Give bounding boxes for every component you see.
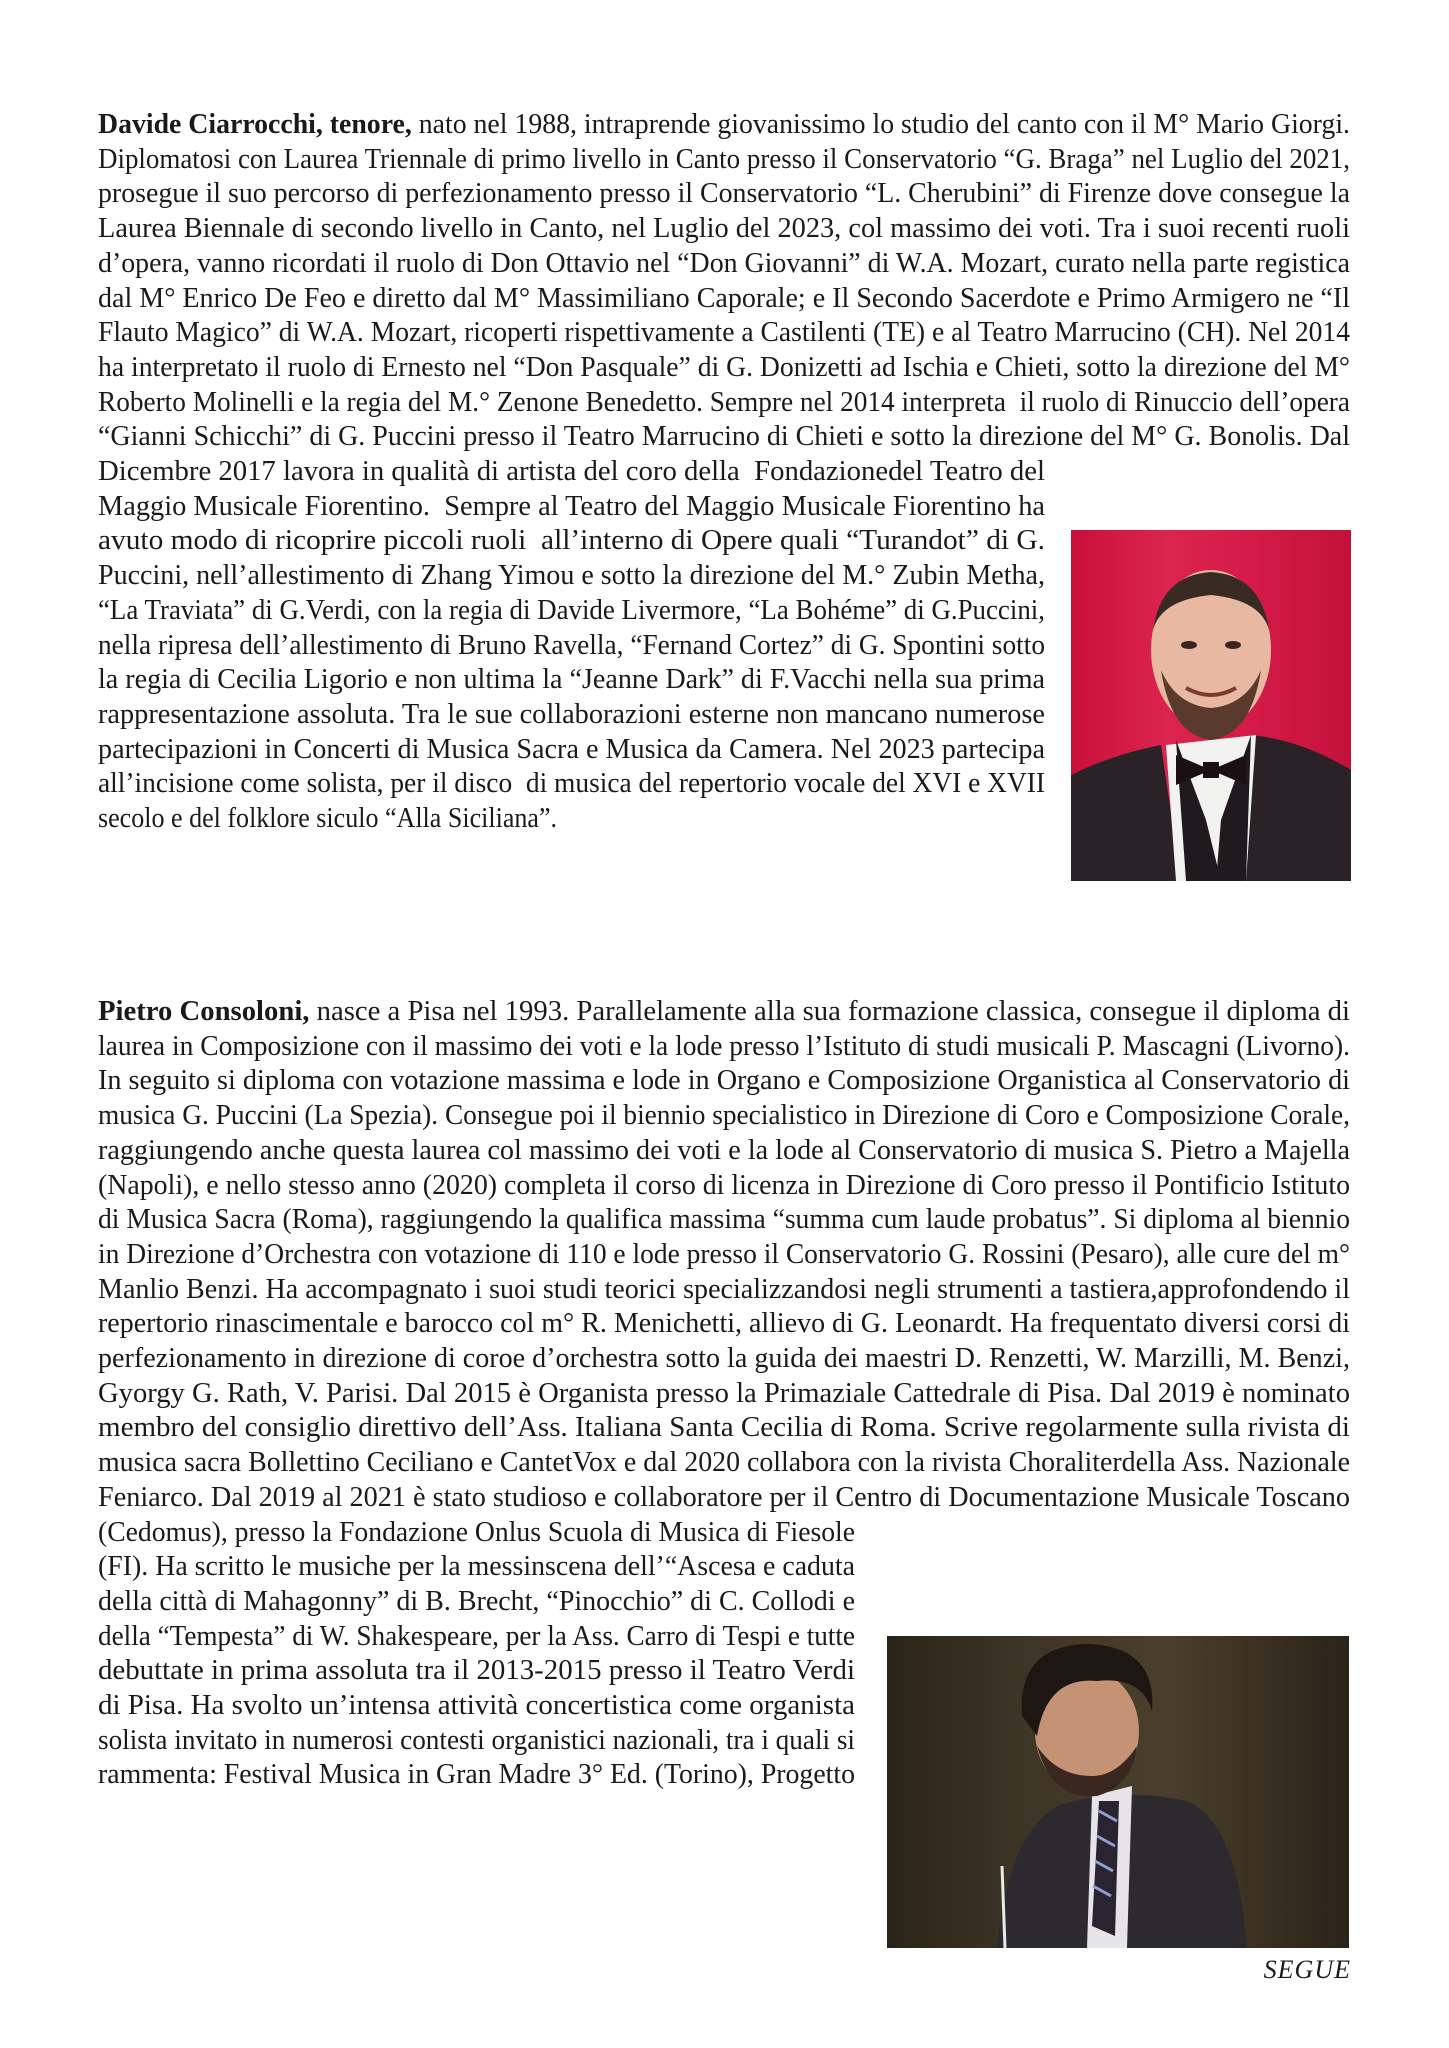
text-line: rammenta: Festival Musica in Gran Madre 3° Ed. (Torino), Progetto xyxy=(98,1759,855,1791)
text-line: di Musica Sacra (Roma), raggiungendo la qualifica massima “summa cum laude probatus”. Si diploma al biennio xyxy=(98,1204,1350,1236)
text-line: perfezionamento in direzione di coroe d’orchestra sotto la guida dei maestri D. Renzetti, W. Marzilli, M. Benzi, xyxy=(98,1343,1350,1374)
text-line: In seguito si diploma con votazione massima e lode in Organo e Composizione Organistica al Conservatorio di xyxy=(98,1065,1350,1097)
text-line: rappresentazione assoluta. Tra le sue collaborazioni esterne non mancano numerose xyxy=(98,698,1045,730)
text-line: (FI). Ha scritto le musiche per la messinscena dell’“Ascesa e caduta xyxy=(98,1551,855,1583)
text-line: Feniarco. Dal 2019 al 2021 è stato studioso e collaboratore per il Centro di Documentazione Musicale Toscano xyxy=(98,1481,1350,1513)
text-line: Pietro Consoloni, nasce a Pisa nel 1993. Parallelamente alla sua formazione classica, consegue il diploma di xyxy=(98,996,1350,1027)
text-line: solista invitato in numerosi contesti organistici nazionali, tra i quali si xyxy=(98,1724,855,1756)
text-line: dal M° Enrico De Feo e diretto dal M° Massimiliano Caporale; e Il Secondo Sacerdote e Primo Armigero ne “Il xyxy=(98,282,1350,314)
text-line: “Gianni Schicchi” di G. Puccini presso il Teatro Marrucino di Chieti e sotto la direzione del M° G. Bonolis. Dal xyxy=(98,421,1350,453)
text-line: d’opera, vanno ricordati il ruolo di Don Ottavio nel “Don Giovanni” di W.A. Mozart, curato nella parte registica xyxy=(98,247,1350,279)
text-line: nella ripresa dell’allestimento di Bruno Ravella, “Fernand Cortez” di G. Spontini sotto xyxy=(98,629,1045,661)
text-line: Manlio Benzi. Ha accompagnato i suoi studi teorici specializzandosi negli strumenti a tastiera,approfondendo il xyxy=(98,1273,1350,1305)
person-name: Davide Ciarrocchi, tenore, xyxy=(98,109,412,140)
text-line: Maggio Musicale Fiorentino. Sempre al Teatro del Maggio Musicale Fiorentino ha xyxy=(98,490,1045,522)
text-line: prosegue il suo percorso di perfezionamento presso il Conservatorio “L. Cherubini” di Firenze dove consegue la xyxy=(98,178,1350,210)
text-line: “La Traviata” di G.Verdi, con la regia di Davide Livermore, “La Bohéme” di G.Puccini, xyxy=(98,594,1045,626)
text-line: repertorio rinascimentale e barocco col m° R. Menichetti, allievo di G. Leonardt. Ha frequentato diversi corsi di xyxy=(98,1308,1350,1340)
text-line: Puccini, nell’allestimento di Zhang Yimou e sotto la direzione del M.° Zubin Metha, xyxy=(98,560,1045,592)
text-line: Davide Ciarrocchi, tenore, nato nel 1988, intraprende giovanissimo lo studio del canto con il M° Mario Giorgi. xyxy=(98,109,1350,140)
text-line: Gyorgy G. Rath, V. Parisi. Dal 2015 è Organista presso la Primaziale Cattedrale di Pisa. Dal 2019 è nominato xyxy=(98,1377,1350,1409)
text-line: laurea in Composizione con il massimo dei voti e la lode presso l’Istituto di studi musicali P. Mascagni (Livorno). xyxy=(98,1030,1350,1062)
text-line: raggiungendo anche questa laurea col massimo dei voti e la lode al Conservatorio di musica S. Pietro a Majella xyxy=(98,1134,1350,1166)
text-line: di Pisa. Ha svolto un’intensa attività concertistica come organista xyxy=(98,1690,855,1721)
text-line: Flauto Magico” di W.A. Mozart, ricoperti rispettivamente a Castilenti (TE) e al Teatro Marrucino (CH). Nel 2014 xyxy=(98,317,1350,349)
text-line: musica sacra Bollettino Ceciliano e CantetVox e dal 2020 collabora con la rivista Choraliterdella Ass. Nazionale xyxy=(98,1447,1350,1479)
text-line: avuto modo di ricoprire piccoli ruoli all’interno di Opere quali “Turandot” di G. xyxy=(98,525,1045,557)
person-name: Pietro Consoloni, xyxy=(98,996,310,1027)
text-line: ha interpretato il ruolo di Ernesto nel “Don Pasquale” di G. Donizetti ad Ischia e Chieti, sotto la direzione del M° xyxy=(98,351,1350,383)
continue-label: SEGUE xyxy=(1263,1955,1351,1984)
text-line: (Napoli), e nello stesso anno (2020) completa il corso di licenza in Direzione di Coro presso il Pontificio Istituto xyxy=(98,1169,1350,1201)
portrait-image xyxy=(1071,530,1351,881)
text-line: secolo e del folklore siculo “Alla Siciliana”. xyxy=(98,803,557,834)
text-line: Laurea Biennale di secondo livello in Canto, nel Luglio del 2023, col massimo dei voti. Tra i suoi recenti ruoli xyxy=(98,213,1350,245)
photo-davide-ciarrocchi xyxy=(1071,530,1351,881)
portrait-image xyxy=(887,1636,1349,1948)
text-line: musica G. Puccini (La Spezia). Consegue poi il biennio specialistico in Direzione di Coro e Composizione Corale, xyxy=(98,1100,1350,1132)
text-line: della “Tempesta” di W. Shakespeare, per la Ass. Carro di Tespi e tutte xyxy=(98,1620,855,1652)
text-line: debuttate in prima assoluta tra il 2013-2015 presso il Teatro Verdi xyxy=(98,1655,855,1687)
text-line: la regia di Cecilia Ligorio e non ultima la “Jeanne Dark” di F.Vacchi nella sua prima xyxy=(98,664,1045,696)
photo-pietro-consoloni xyxy=(887,1636,1349,1948)
text-line: Dicembre 2017 lavora in qualità di artista del coro della Fondazionedel Teatro del xyxy=(98,456,1045,487)
text-line: all’incisione come solista, per il disco di musica del repertorio vocale del XVI e XVII xyxy=(98,768,1045,800)
text-line: partecipazioni in Concerti di Musica Sacra e Musica da Camera. Nel 2023 partecipa xyxy=(98,733,1045,765)
text-line: della città di Mahagonny” di B. Brecht, “Pinocchio” di C. Collodi e xyxy=(98,1585,855,1617)
text-line: (Cedomus), presso la Fondazione Onlus Scuola di Musica di Fiesole xyxy=(98,1516,855,1548)
text-line: Roberto Molinelli e la regia del M.° Zenone Benedetto. Sempre nel 2014 interpreta il ruolo di Rinuccio dell’opera xyxy=(98,386,1350,418)
text-line: membro del consiglio direttivo dell’Ass. Italiana Santa Cecilia di Roma. Scrive regolarmente sulla rivista di xyxy=(98,1412,1350,1444)
text-line: in Direzione d’Orchestra con votazione di 110 e lode presso il Conservatorio G. Rossini (Pesaro), alle cure del m° xyxy=(98,1238,1350,1270)
text-line: Diplomatosi con Laurea Triennale di primo livello in Canto presso il Conservatorio “G. Braga” nel Luglio del 2021, xyxy=(98,143,1350,175)
